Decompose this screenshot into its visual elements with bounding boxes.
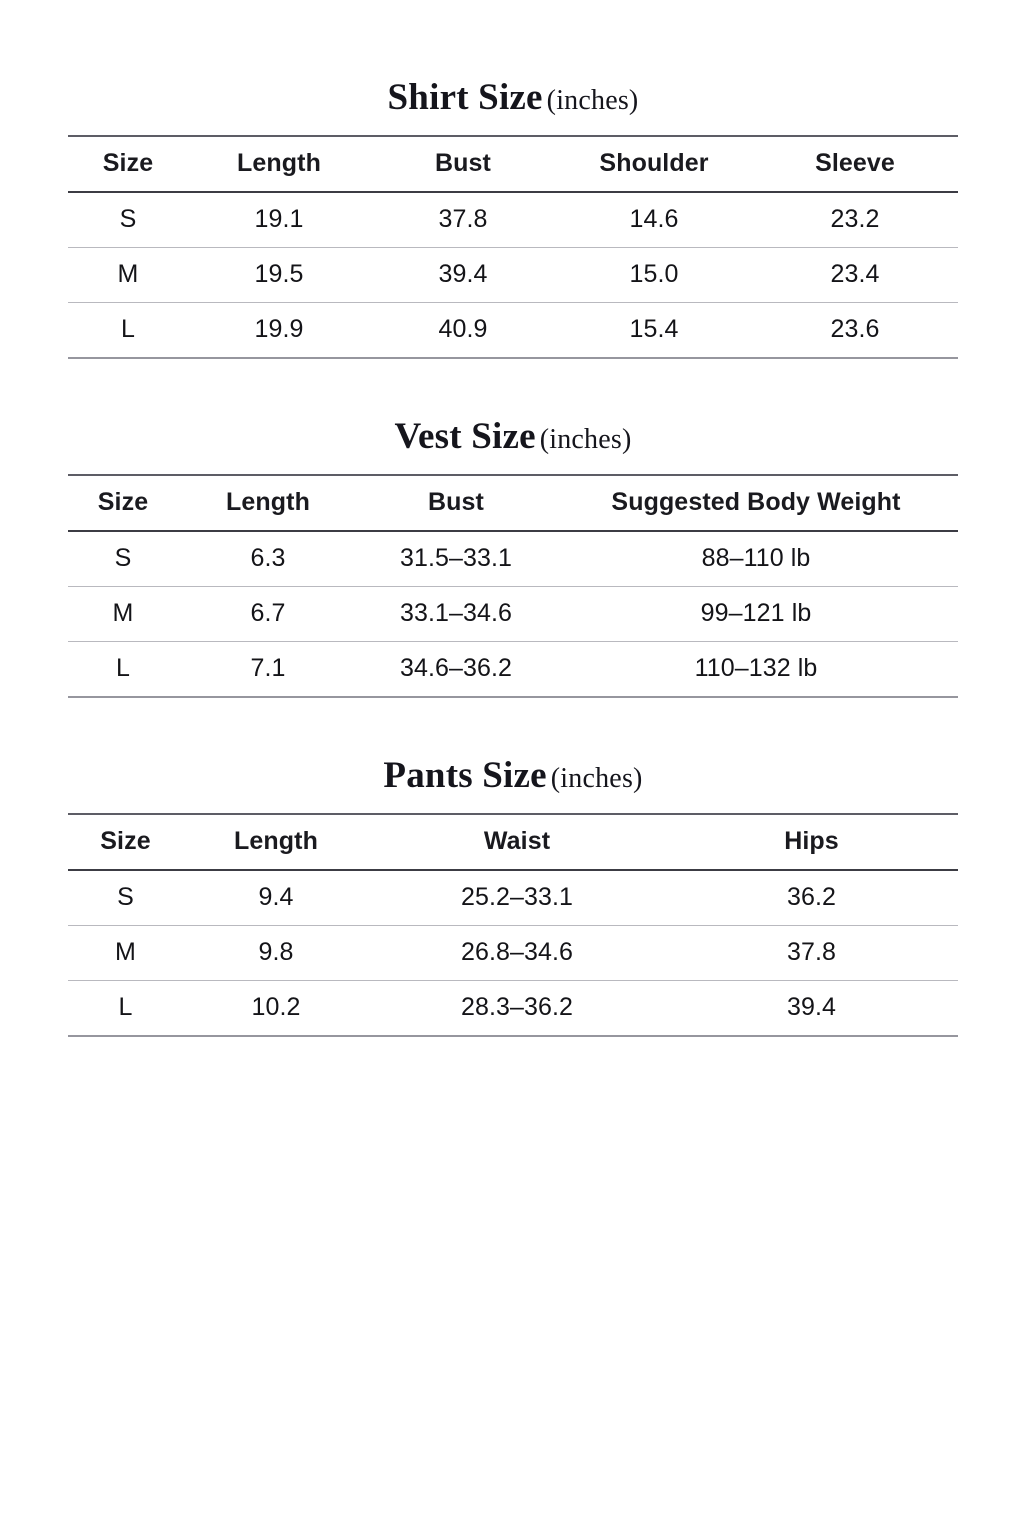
shirt-title-main: Shirt Size — [387, 77, 543, 118]
cell-hips: 39.4 — [665, 981, 958, 1037]
column-header-bust: Bust — [358, 475, 554, 531]
cell-waist: 25.2–33.1 — [369, 870, 665, 926]
cell-size: M — [68, 587, 178, 642]
table-row — [68, 248, 958, 303]
cell-length: 9.8 — [183, 926, 369, 981]
column-header-size: Size — [68, 136, 188, 192]
table-row — [68, 642, 958, 698]
cell-length: 19.5 — [188, 248, 370, 303]
cell-length: 19.1 — [188, 192, 370, 248]
vest-title-main: Vest Size — [394, 416, 536, 457]
shirt-size-table — [68, 135, 958, 359]
pants-size-table — [68, 813, 958, 1037]
cell-size: L — [68, 642, 178, 698]
cell-shoulder: 14.6 — [556, 192, 752, 248]
column-header-bust: Bust — [370, 136, 556, 192]
table-row — [68, 192, 958, 248]
column-header-size: Size — [68, 814, 183, 870]
cell-length: 10.2 — [183, 981, 369, 1037]
column-header-size: Size — [68, 475, 178, 531]
shirt-title-unit: (inches) — [546, 85, 639, 116]
table-header-row — [68, 475, 958, 531]
cell-sleeve: 23.4 — [752, 248, 958, 303]
cell-shoulder: 15.4 — [556, 303, 752, 359]
spacer — [68, 797, 958, 813]
pants-size-title — [68, 754, 958, 797]
table-row — [68, 981, 958, 1037]
cell-shoulder: 15.0 — [556, 248, 752, 303]
spacer — [68, 458, 958, 474]
cell-length: 19.9 — [188, 303, 370, 359]
column-header-length: Length — [183, 814, 369, 870]
cell-size: M — [68, 926, 183, 981]
table-header-row — [68, 136, 958, 192]
cell-length: 6.7 — [178, 587, 358, 642]
cell-bust: 34.6–36.2 — [358, 642, 554, 698]
cell-hips: 37.8 — [665, 926, 958, 981]
cell-size: L — [68, 303, 188, 359]
cell-hips: 36.2 — [665, 870, 958, 926]
section-vest-size — [68, 359, 958, 698]
cell-sleeve: 23.6 — [752, 303, 958, 359]
cell-sleeve: 23.2 — [752, 192, 958, 248]
pants-title-unit: (inches) — [550, 763, 643, 794]
cell-size: S — [68, 192, 188, 248]
column-header-length: Length — [188, 136, 370, 192]
column-header-waist: Waist — [369, 814, 665, 870]
cell-waist: 26.8–34.6 — [369, 926, 665, 981]
table-row — [68, 587, 958, 642]
vest-size-title — [68, 415, 958, 458]
table-header-row — [68, 814, 958, 870]
table-row — [68, 531, 958, 587]
vest-size-table — [68, 474, 958, 698]
cell-suggested-body-weight: 99–121 lb — [554, 587, 958, 642]
column-header-shoulder: Shoulder — [556, 136, 752, 192]
cell-bust: 40.9 — [370, 303, 556, 359]
section-pants-size — [68, 698, 958, 1037]
spacer — [68, 119, 958, 135]
cell-bust: 39.4 — [370, 248, 556, 303]
cell-length: 9.4 — [183, 870, 369, 926]
column-header-sleeve: Sleeve — [752, 136, 958, 192]
vest-title-unit: (inches) — [539, 424, 632, 455]
column-header-suggested-body-weight: Suggested Body Weight — [554, 475, 958, 531]
column-header-length: Length — [178, 475, 358, 531]
table-row — [68, 926, 958, 981]
cell-waist: 28.3–36.2 — [369, 981, 665, 1037]
cell-size: M — [68, 248, 188, 303]
cell-bust: 33.1–34.6 — [358, 587, 554, 642]
cell-length: 6.3 — [178, 531, 358, 587]
shirt-size-title — [68, 76, 958, 119]
cell-bust: 31.5–33.1 — [358, 531, 554, 587]
cell-suggested-body-weight: 88–110 lb — [554, 531, 958, 587]
section-shirt-size — [68, 0, 958, 359]
cell-length: 7.1 — [178, 642, 358, 698]
table-row — [68, 870, 958, 926]
cell-suggested-body-weight: 110–132 lb — [554, 642, 958, 698]
cell-size: S — [68, 870, 183, 926]
cell-size: S — [68, 531, 178, 587]
column-header-hips: Hips — [665, 814, 958, 870]
cell-size: L — [68, 981, 183, 1037]
cell-bust: 37.8 — [370, 192, 556, 248]
pants-title-main: Pants Size — [383, 755, 547, 796]
table-row — [68, 303, 958, 359]
